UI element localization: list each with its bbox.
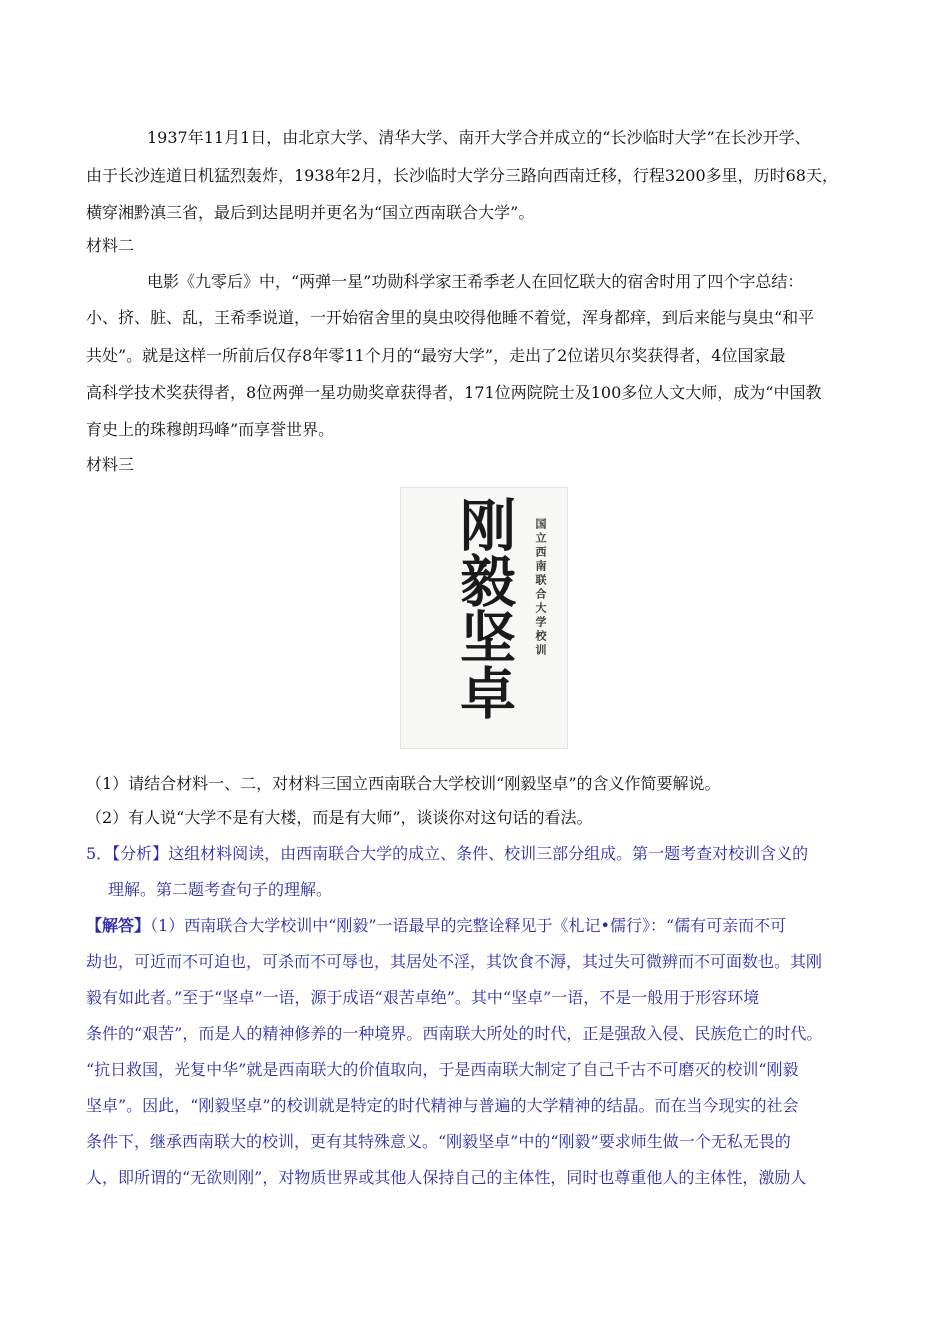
question-1: （1）请结合材料一、二，对材料三国立西南联合大学校训“刚毅坚卓”的含义作简要解说。: [86, 774, 721, 793]
material2-heading: 材料二: [86, 236, 135, 255]
question-2: （2）有人说“大学不是有大楼，而是有大师”，谈谈你对这句话的看法。: [86, 808, 593, 827]
solution-line-1-text: （1）西南联合大学校训中“刚毅”一语最早的完整诠释见于《札记•儒行》：“儒有可亲而不可: [150, 916, 787, 935]
material2-line-4: 高科学技术奖获得者，8位两弹一星功勋奖章获得者，171位两院院士及100多位人文大师，成为“中国教: [86, 383, 822, 402]
motto-calligraphy: 刚毅坚卓: [451, 496, 517, 720]
motto-caption: 国立西南联合大学校训: [534, 518, 547, 658]
material2-line-3: 共处”。就是这样一所前后仅存8年零11个月的“最穷大学”，走出了2位诺贝尔奖获得者，4位国家最: [86, 346, 786, 365]
material2-line-2: 小、挤、脏、乱，王希季说道，一开始宿舍里的臭虫咬得他睡不着觉，浑身都痒，到后来能与臭虫“和平: [86, 308, 815, 327]
solution-line-3: 毅有如此者。”至于“坚卓”一语，源于成语“艰苦卓绝”。其中“坚卓”一语，不是一般用于形容环境: [86, 988, 760, 1007]
solution-line-6: 坚卓”。因此，“刚毅坚卓”的校训就是特定的时代精神与普遍的大学精神的结晶。而在当今现实的社会: [86, 1096, 799, 1115]
solution-line-5: “抗日救国，光复中华”就是西南联大的价值取向，于是西南联大制定了自己千古不可磨灭的校训“刚毅: [86, 1060, 799, 1079]
solution-tag: 【解答】: [86, 916, 151, 935]
solution-line-1: [86, 918, 786, 934]
solution-line-4: 条件的“艰苦”，而是人的精神修养的一种境界。西南联大所处的时代，正是强敌入侵、民族危亡的时代。: [86, 1024, 823, 1043]
school-motto-image: [400, 487, 568, 749]
material3-heading: 材料三: [86, 455, 135, 474]
analysis-line-2: 理解。第二题考查句子的理解。: [108, 880, 333, 899]
material1-line-3: 横穿湘黔滇三省，最后到达昆明并更名为“国立西南联合大学”。: [86, 203, 535, 222]
material1-line-2: 由于长沙连道日机猛烈轰炸，1938年2月，长沙临时大学分三路向西南迁移，行程3200多里，历时68天，: [86, 166, 838, 185]
solution-line-7: 条件下，继承西南联大的校训，更有其特殊意义。“刚毅坚卓”中的“刚毅”要求师生做一个无私无畏的: [86, 1132, 791, 1151]
material1-line-1: 1937年11月1日，由北京大学、清华大学、南开大学合并成立的“长沙临时大学”在长沙开学、: [147, 128, 811, 147]
material2-line-1: 电影《九零后》中，“两弹一星”功勋科学家王希季老人在回忆联大的宿舍时用了四个字总结：: [147, 272, 804, 291]
solution-line-8: 人，即所谓的“无欲则刚”，对物质世界或其他人保持自己的主体性，同时也尊重他人的主体性，激励人: [86, 1168, 807, 1187]
analysis-line-1: 5．【分析】这组材料阅读，由西南联合大学的成立、条件、校训三部分组成。第一题考查对校训含义的: [86, 844, 809, 863]
material2-line-5: 育史上的珠穆朗玛峰”而享誉世界。: [86, 420, 335, 439]
solution-line-2: 劫也，可近而不可迫也，可杀而不可辱也，其居处不淫，其饮食不溽，其过失可微辨而不可面数也。其刚: [86, 952, 823, 971]
